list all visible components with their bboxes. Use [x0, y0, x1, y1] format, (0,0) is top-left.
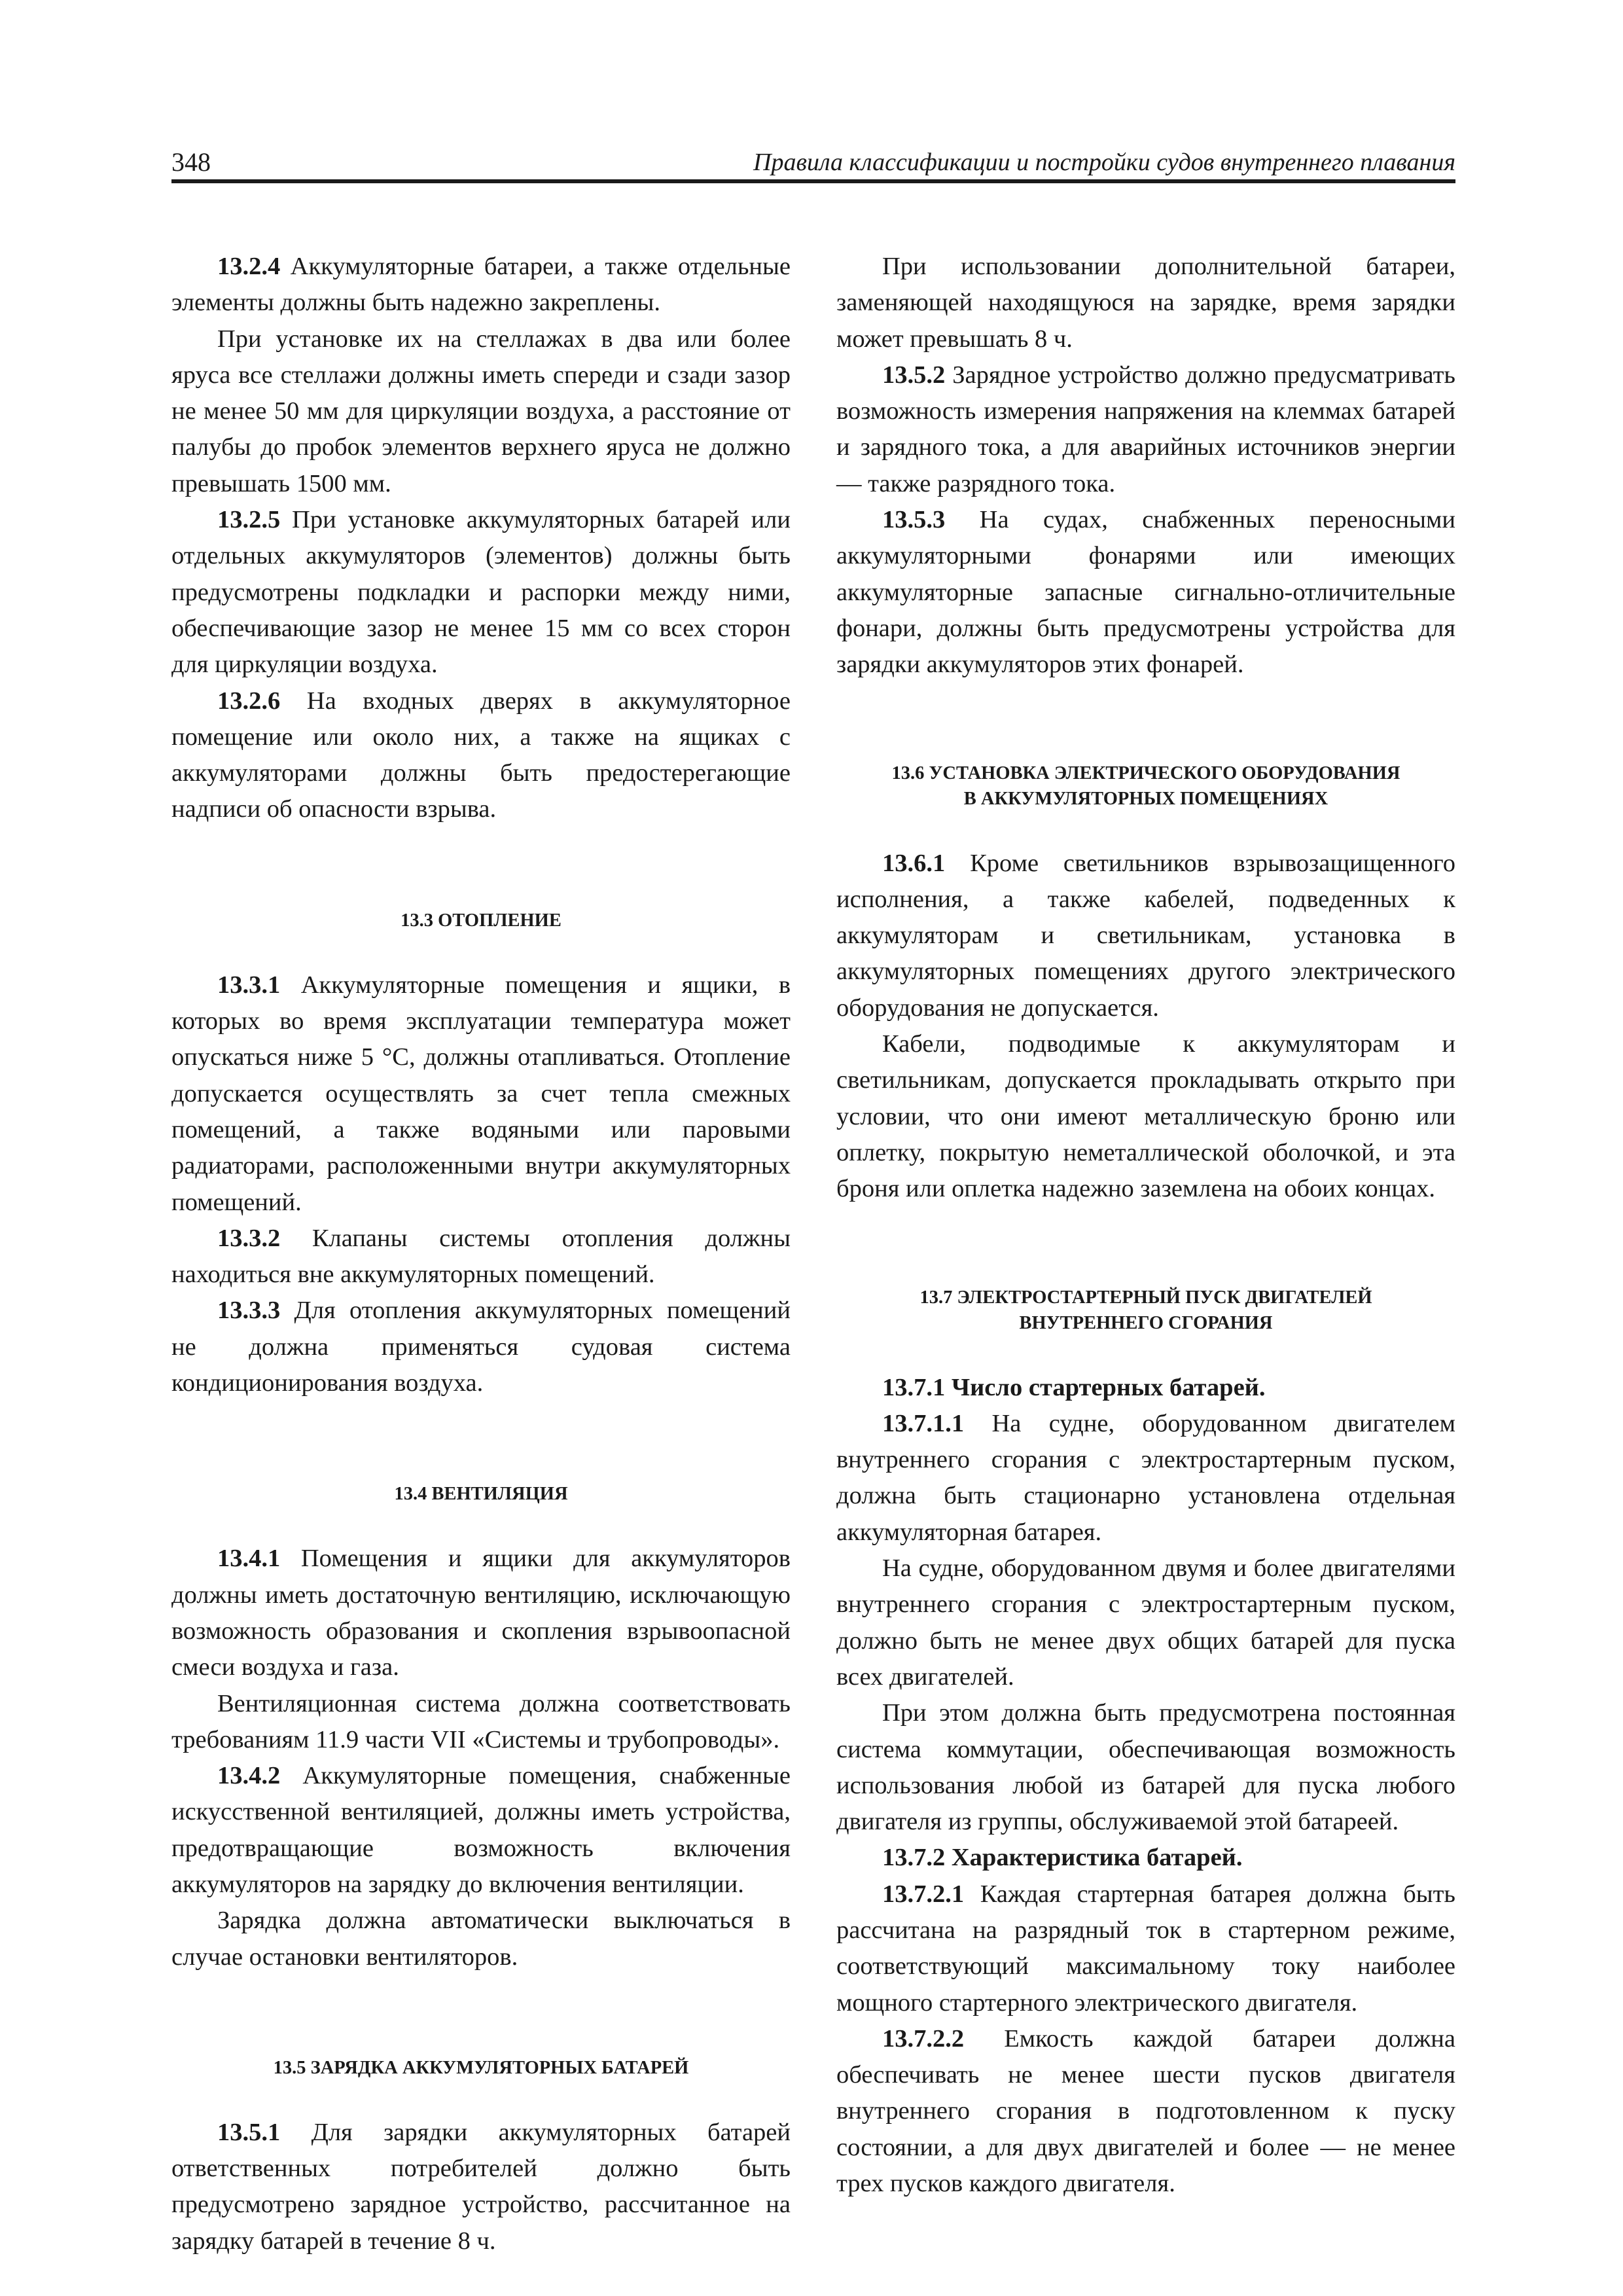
- paragraph-13-2-5: [171, 502, 791, 683]
- section-title-13-6-line-1: 13.6 УСТАНОВКА ЭЛЕКТРИЧЕСКОГО ОБОРУДОВАНИЯ: [891, 762, 1400, 783]
- paragraph-13-5-3: [836, 502, 1455, 683]
- page-number: 348: [171, 147, 211, 177]
- section-spacer: [171, 828, 791, 908]
- clause-number: 13.5.3: [882, 506, 946, 534]
- clause-number: 13.7.2.1: [882, 1880, 965, 1908]
- clause-number: 13.3.1: [217, 971, 281, 999]
- clause-number: 13.6.1: [882, 849, 946, 877]
- clause-text: Для отопления аккумуляторных помещений не должна применяться судовая система кондиционирования воздуха.: [171, 1297, 791, 1397]
- paragraph-13-2-6: [171, 683, 791, 828]
- paragraph-13-3-1: [171, 967, 791, 1221]
- paragraph-13-7-1-1-continued-1: На судне, оборудованном двумя и более двигателями внутреннего сгорания с электростартерным пуском, должно быть не менее двух общих батарей для пуска всех двигателей.: [836, 1554, 1455, 1691]
- paragraph-13-5-1: [171, 2115, 791, 2259]
- clause-number: 13.5.1: [217, 2118, 281, 2146]
- clause-text: На судах, снабженных переносными аккумуляторными фонарями или имеющих аккумуляторные запасные сигнально-отличительные фонари, должны быть предусмотрены устройства для зарядки аккумуляторов этих фонарей.: [836, 506, 1455, 679]
- clause-text: Аккумуляторные батареи, а также отдельные элементы должны быть надежно закреплены.: [171, 253, 791, 317]
- clause-number: 13.3.3: [217, 1297, 281, 1325]
- section-spacer: [171, 1507, 791, 1541]
- subheading-13-7-1: 13.7.1 Число стартерных батарей.: [882, 1373, 1266, 1401]
- paragraph-13-7-1-1: [836, 1406, 1455, 1551]
- clause-text: Аккумуляторные помещения, снабженные искусственной вентиляцией, должны иметь устройства, предотвращающие возможность включения аккумуляторов на зарядку до включения вентиляции.: [171, 1762, 791, 1898]
- paragraph-13-3-3: [171, 1293, 791, 1401]
- section-spacer: [836, 812, 1455, 846]
- section-spacer: [836, 683, 1455, 761]
- section-title-13-7-line-1: 13.7 ЭЛЕКТРОСТАРТЕРНЫЙ ПУСК ДВИГАТЕЛЕЙ: [919, 1287, 1372, 1308]
- paragraph-13-7-2-1: [836, 1876, 1455, 2021]
- clause-text: Емкость каждой батареи должна обеспечивать не менее шести пусков двигателя внутреннего сгорания в подготовленном к пуску состоянии, а для двух двигателей и более — не менее трех пусков каждого двигателя.: [836, 2024, 1455, 2198]
- clause-text: Каждая стартерная батарея должна быть рассчитана на разрядный ток в стартерном режиме, соответствующий максимальному току наиболее мощного стартерного электрического двигателя.: [836, 1880, 1455, 2017]
- clause-text: На судне, оборудованном двигателем внутреннего сгорания с электростартерным пуском, должна быть стационарно установлена отдельная аккумуляторная батарея.: [836, 1409, 1455, 1546]
- section-spacer: [171, 1401, 791, 1481]
- paragraph-13-4-1-continued: Вентиляционная система должна соответствовать требованиям 11.9 части VII «Системы и трубопроводы».: [171, 1689, 791, 1753]
- section-spacer: [836, 1208, 1455, 1285]
- section-spacer: [171, 933, 791, 967]
- left-column: [171, 249, 791, 2259]
- clause-number: 13.2.5: [217, 506, 281, 534]
- clause-number: 13.7.2.2: [882, 2024, 965, 2053]
- subheading-13-7-2: 13.7.2 Характеристика батарей.: [882, 1844, 1243, 1872]
- paragraph-13-5-1-continued: При использовании дополнительной батареи, заменяющей находящуюся на зарядке, время зарядки может превышать 8 ч.: [836, 253, 1455, 353]
- paragraph-13-7-1-1-continued-2: При этом должна быть предусмотрена постоянная система коммутации, обеспечивающая возможность использования любой из батарей для пуска любого двигателя из группы, обслуживаемой этой батареей.: [836, 1699, 1455, 1836]
- clause-text: Зарядное устройство должно предусматривать возможность измерения напряжения на клеммах батарей и зарядного тока, а для аварийных источников энергии — также разрядного тока.: [836, 361, 1455, 497]
- clause-number: 13.2.6: [217, 687, 281, 715]
- clause-number: 13.5.2: [882, 361, 946, 389]
- paragraph-13-4-2: [171, 1758, 791, 1903]
- paragraph-13-5-2: [836, 357, 1455, 502]
- clause-number: 13.4.1: [217, 1545, 281, 1573]
- section-spacer: [836, 1336, 1455, 1370]
- clause-number: 13.4.2: [217, 1762, 281, 1790]
- clause-text: При установке аккумуляторных батарей или отдельных аккумуляторов (элементов) должны быть предусмотрены подкладки и распорки между ними, обеспечивающие зазор не менее 15 мм со всех сторон для циркуляции воздуха.: [171, 506, 791, 679]
- section-spacer: [171, 2081, 791, 2115]
- page-header: [171, 143, 1455, 183]
- paragraph-13-6-1-continued: Кабели, подводимые к аккумуляторам и светильникам, допускается прокладывать открыто при условии, что они имеют металлическую броню или оплетку, покрытую неметаллической оболочкой, и эта броня или оплетка надежно заземлена на обоих концах.: [836, 1030, 1455, 1203]
- clause-text: Для зарядки аккумуляторных батарей ответственных потребителей должно быть предусмотрено зарядное устройство, рассчитанное на зарядку батарей в течение 8 ч.: [171, 2118, 791, 2255]
- right-column: [836, 249, 1455, 2202]
- section-title-13-6-line-2: В АККУМУЛЯТОРНЫХ ПОМЕЩЕНИЯХ: [963, 788, 1329, 809]
- paragraph-13-2-4-continued: При установке их на стеллажах в два или более яруса все стеллажи должны иметь спереди и сзади зазор не менее 50 мм для циркуляции воздуха, а расстояние от палубы до пробок элементов верхнего яруса не должно превышать 1500 мм.: [171, 325, 791, 497]
- running-title: Правила классификации и постройки судов внутреннего плавания: [753, 149, 1455, 176]
- paragraph-13-3-2: [171, 1221, 791, 1293]
- clause-text: Аккумуляторные помещения и ящики, в которых во время эксплуатации температура может опускаться ниже 5 °С, должны отапливаться. Отопление допускается осуществлять за счет тепла смежных помещений, а также водяными или паровыми радиаторами, расположенными внутри аккумуляторных помещений.: [171, 971, 791, 1216]
- section-title-13-4: 13.4 ВЕНТИЛЯЦИЯ: [394, 1484, 568, 1505]
- paragraph-13-6-1: [836, 846, 1455, 1026]
- section-title-13-3: 13.3 ОТОПЛЕНИЕ: [401, 910, 562, 931]
- clause-text: Кроме светильников взрывозащищенного исполнения, а также кабелей, подведенных к аккумуляторам и светильникам, установка в аккумуляторных помещениях другого электрического оборудования не допускается.: [836, 849, 1455, 1022]
- paragraph-13-4-1: [171, 1541, 791, 1685]
- clause-number: 13.7.1.1: [882, 1409, 965, 1437]
- paragraph-13-7-2-2: [836, 2021, 1455, 2202]
- section-spacer: [171, 1975, 791, 2055]
- section-title-13-5: 13.5 ЗАРЯДКА АККУМУЛЯТОРНЫХ БАТАРЕЙ: [273, 2057, 689, 2078]
- paragraph-13-4-2-continued: Зарядка должна автоматически выключаться в случае остановки вентиляторов.: [171, 1907, 791, 1971]
- clause-text: На входных дверях в аккумуляторное помещение или около них, а также на ящиках с аккумуляторами должны быть предостерегающие надписи об опасности взрыва.: [171, 687, 791, 823]
- clause-number: 13.2.4: [217, 253, 281, 280]
- section-title-13-7-line-2: ВНУТРЕННЕГО СГОРАНИЯ: [1019, 1312, 1273, 1333]
- clause-text: Клапаны системы отопления должны находиться вне аккумуляторных помещений.: [171, 1224, 791, 1289]
- clause-number: 13.3.2: [217, 1224, 281, 1252]
- clause-text: Помещения и ящики для аккумуляторов должны иметь достаточную вентиляцию, исключающую возможность образования и скопления взрывоопасной смеси воздуха и газа.: [171, 1545, 791, 1681]
- paragraph-13-2-4: [171, 249, 791, 321]
